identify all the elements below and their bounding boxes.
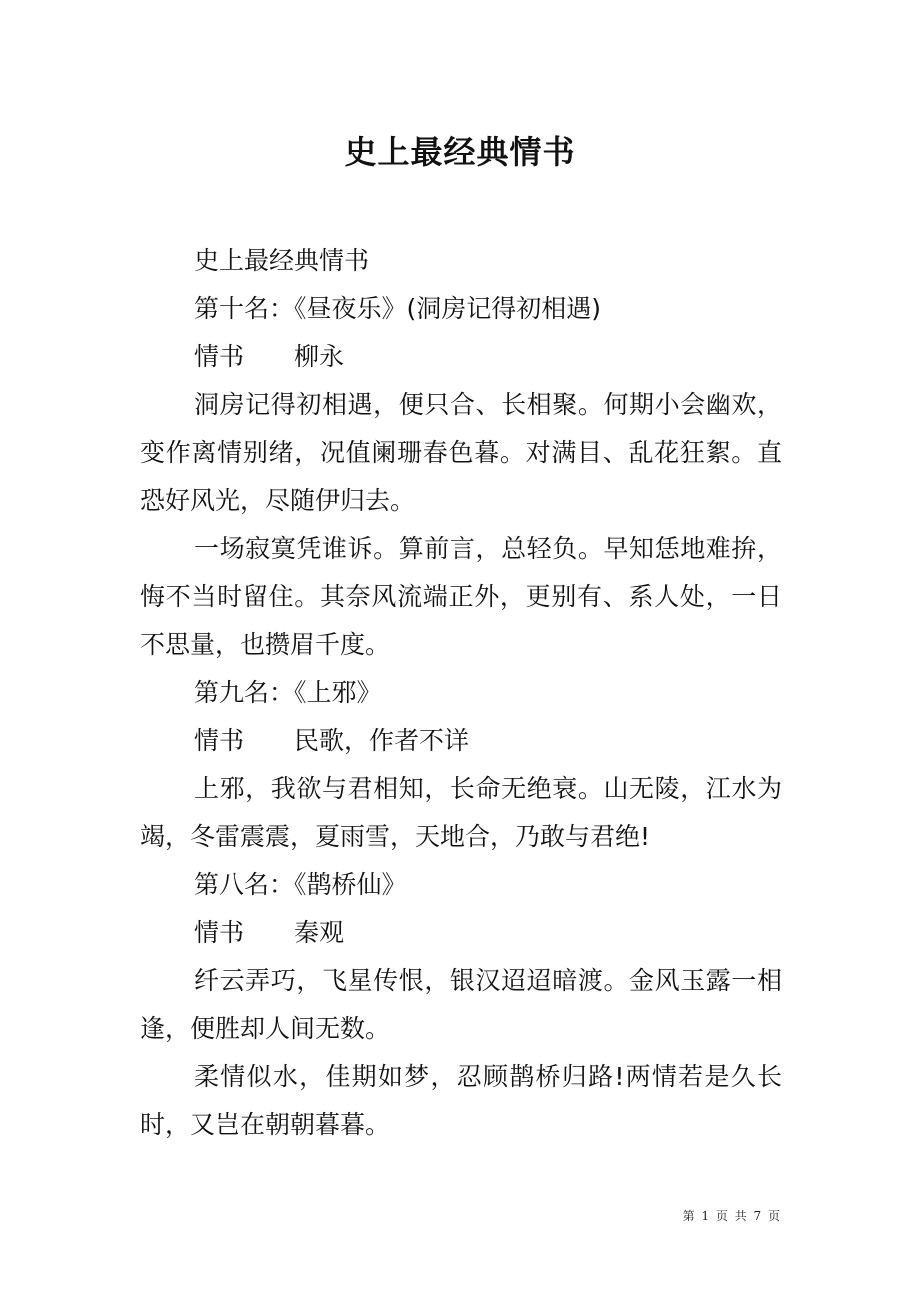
- paragraph: 洞房记得初相遇，便只合、长相聚。何期小会幽欢，变作离情别绪，况值阑珊春色暮。对满目、乱花狂絮。直恐好风光，尽随伊归去。: [140, 390, 782, 515]
- page-footer: 第 1 页 共 7 页: [682, 1209, 780, 1223]
- paragraph: 史上最经典情书: [194, 246, 370, 275]
- paragraph: 上邪，我欲与君相知，长命无绝衰。山无陵，江水为竭，冬雷震震，夏雨雪，天地合，乃敢与君绝!: [140, 774, 782, 851]
- paragraph: 第八名：《鹊桥仙》: [194, 870, 407, 899]
- document-title: 史上最经典情书: [344, 133, 576, 171]
- paragraph: 第九名：《上邪》: [194, 678, 382, 707]
- paragraph: 一场寂寞凭谁诉。算前言，总轻负。早知恁地难拚，悔不当时留住。其奈风流端正外，更别有、系人处，一日不思量，也攒眉千度。: [140, 534, 782, 659]
- document-body: [140, 237, 782, 1149]
- paragraph: 纤云弄巧，飞星传恨，银汉迢迢暗渡。金风玉露一相逢，便胜却人间无数。: [140, 966, 782, 1043]
- paragraph: 情书 民歌，作者不详: [194, 726, 470, 755]
- paragraph: 柔情似水，佳期如梦，忍顾鹊桥归路!两情若是久长时，又岂在朝朝暮暮。: [140, 1062, 782, 1139]
- paragraph: 情书 柳永: [194, 342, 345, 371]
- paragraph: 情书 秦观: [194, 918, 345, 947]
- paragraph: 第十名：《昼夜乐》(洞房记得初相遇): [194, 294, 602, 323]
